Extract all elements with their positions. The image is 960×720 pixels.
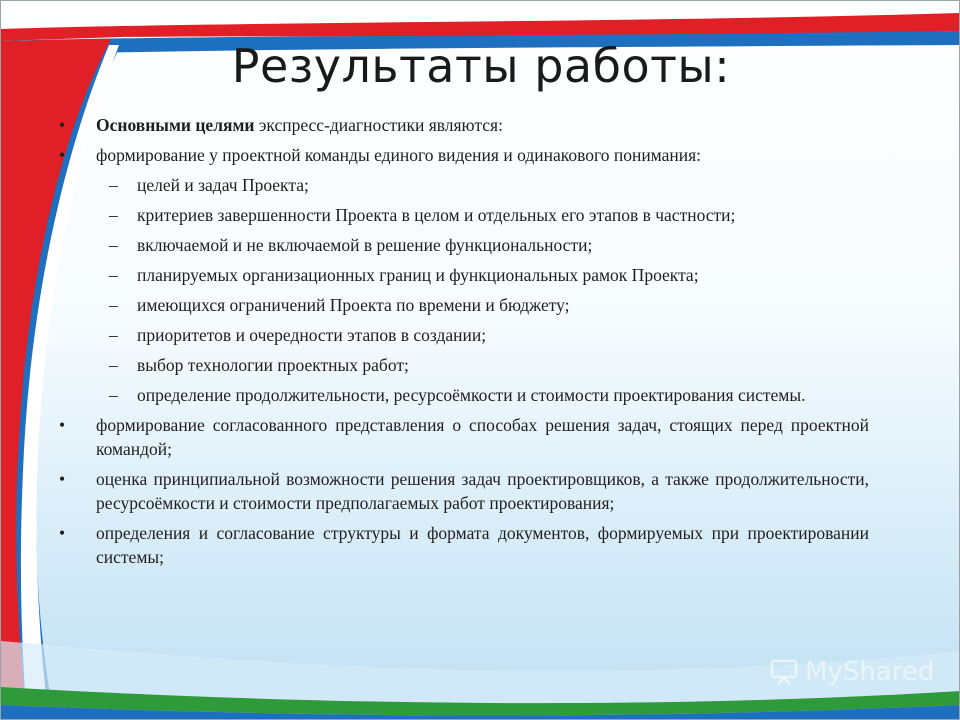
- bullet-marker: •: [59, 469, 66, 489]
- bullet-item: [59, 521, 869, 569]
- bullet-text: [96, 413, 869, 461]
- bullet-body: целей и задач Проекта;: [137, 175, 309, 195]
- slide-title: Результаты работы:: [231, 39, 731, 93]
- sub-bullet-item: [59, 293, 869, 317]
- dash-marker: –: [109, 355, 118, 375]
- sub-bullet-item: [59, 383, 869, 407]
- bullet-body: включаемой и не включаемой в решение функциональности;: [137, 235, 593, 255]
- bullet-item: [59, 467, 869, 515]
- dash-marker: –: [109, 385, 118, 405]
- dash-marker: –: [109, 295, 118, 315]
- dash-marker: –: [109, 235, 118, 255]
- bullet-body: оценка принципиальной возможности решения задач проектировщиков, а также продолжительности, ресурсоёмкости и стоимости предполагаемых работ проектирования;: [96, 469, 869, 513]
- bullet-body: критериев завершенности Проекта в целом и отдельных его этапов в частности;: [137, 205, 736, 225]
- bullet-item: [59, 413, 869, 461]
- bullet-body: формирование у проектной команды единого видения и одинакового понимания:: [96, 145, 702, 165]
- bullet-text: [96, 467, 869, 515]
- bullet-body: планируемых организационных границ и функциональных рамок Проекта;: [137, 265, 699, 285]
- bullet-text: [96, 113, 869, 137]
- bullet-marker: •: [59, 115, 66, 135]
- dash-marker: –: [109, 265, 118, 285]
- bullet-text: [137, 353, 869, 377]
- bullet-marker: •: [59, 145, 66, 165]
- bullet-marker: •: [59, 415, 66, 435]
- bullet-body: имеющихся ограничений Проекта по времени и бюджету;: [137, 295, 570, 315]
- dash-marker: –: [109, 175, 118, 195]
- slide-body: [59, 113, 869, 575]
- watermark-text: MyShared: [805, 657, 935, 687]
- bullet-item: [59, 113, 869, 137]
- bullet-text: [137, 173, 869, 197]
- bullet-text: [137, 263, 869, 287]
- sub-bullet-item: [59, 323, 869, 347]
- bullet-text: [96, 143, 869, 167]
- bullet-body: формирование согласованного представления о способах решения задач, стоящих перед проектной командой;: [96, 415, 869, 459]
- bullet-text: [137, 203, 869, 227]
- sub-bullet-item: [59, 263, 869, 287]
- bullet-text: [137, 233, 869, 257]
- bullet-text: [137, 293, 869, 317]
- bullet-marker: •: [59, 523, 66, 543]
- bullet-body: определение продолжительности, ресурсоёмкости и стоимости проектирования системы.: [137, 385, 806, 405]
- bullet-text: [96, 521, 869, 569]
- watermark: [769, 657, 934, 687]
- sub-bullet-item: [59, 233, 869, 257]
- sub-bullet-item: [59, 353, 869, 377]
- bullet-text: [137, 323, 869, 347]
- bullet-body: выбор технологии проектных работ;: [137, 355, 409, 375]
- bullet-item: [59, 143, 869, 167]
- dash-marker: –: [109, 325, 118, 345]
- dash-marker: –: [109, 205, 118, 225]
- sub-bullet-item: [59, 173, 869, 197]
- presentation-board-icon: [769, 657, 799, 687]
- sub-bullet-item: [59, 203, 869, 227]
- bullet-body: приоритетов и очередности этапов в создании;: [137, 325, 487, 345]
- bullet-body: определения и согласование структуры и формата документов, формируемых при проектировании системы;: [96, 523, 869, 567]
- bullet-bold-lead: Основными целями: [96, 115, 255, 135]
- bullet-body: экспресс-диагностики являются:: [254, 115, 503, 135]
- bullet-text: [137, 383, 869, 407]
